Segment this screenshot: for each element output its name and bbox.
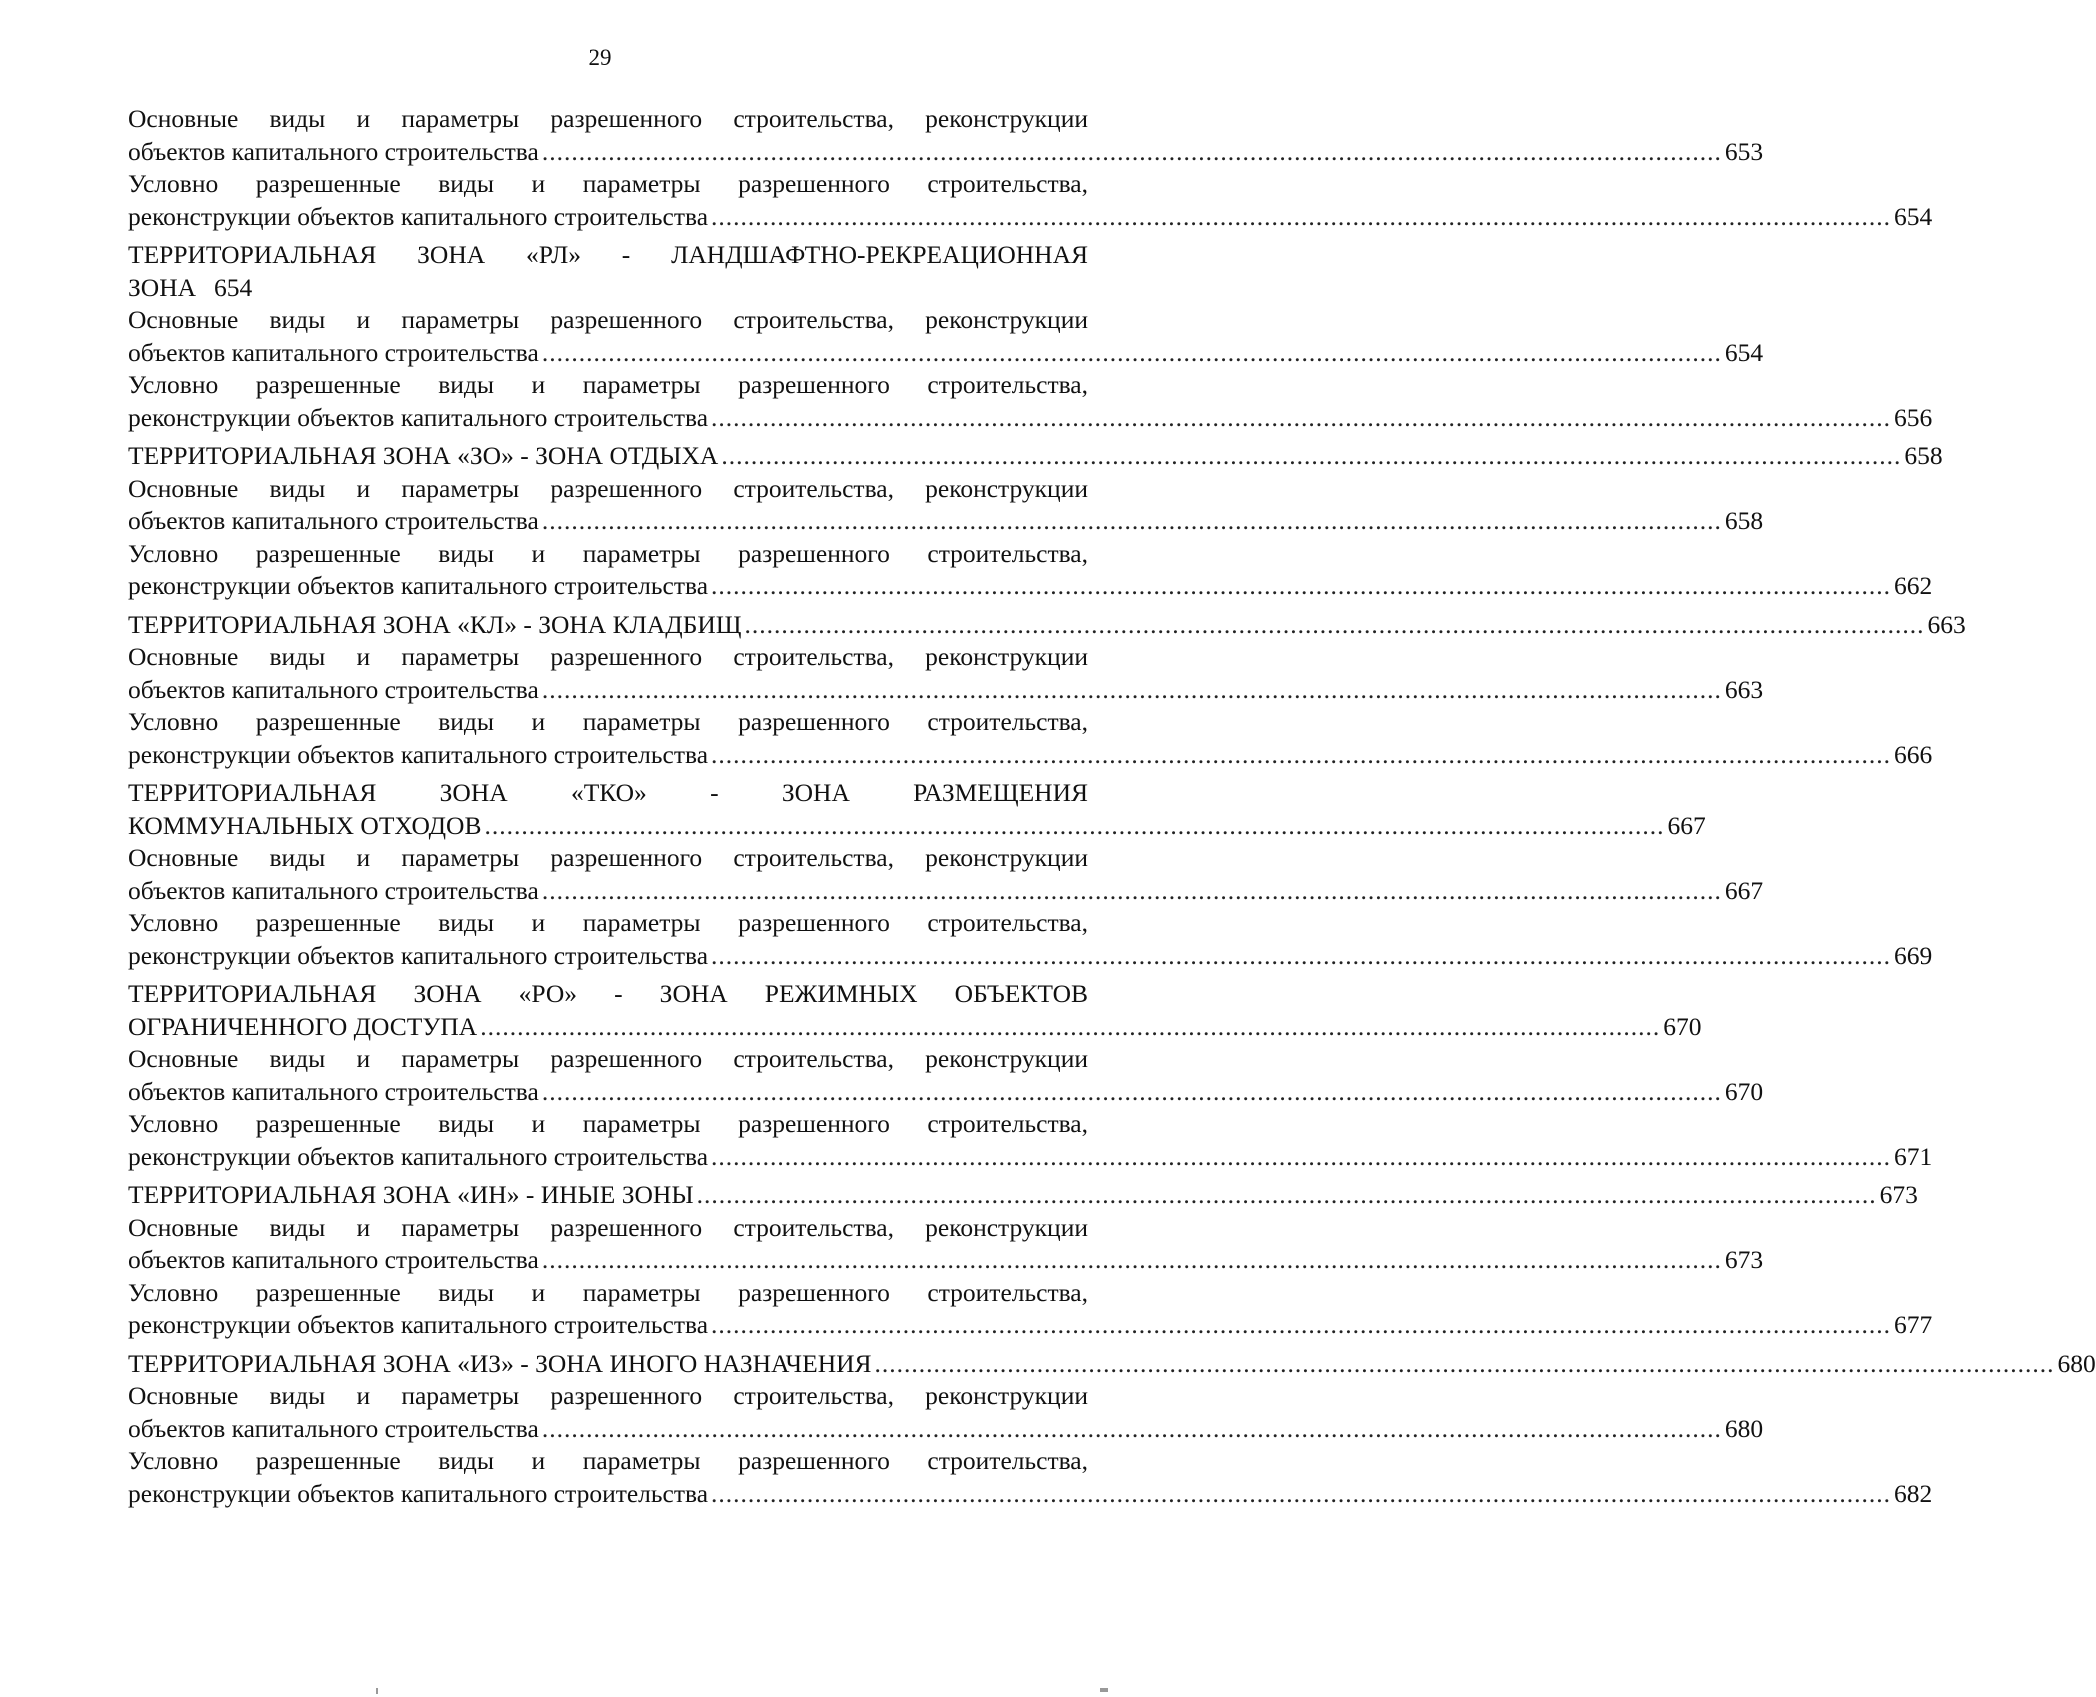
- dot-leader: ................................................................................................................................................................: [711, 1478, 1892, 1508]
- scan-speck: [376, 1688, 378, 1694]
- dot-leader: ................................................................................................................................................................: [744, 609, 1925, 639]
- toc-page-number: 653: [1724, 136, 1764, 166]
- toc-entry-link[interactable]: [128, 875, 1764, 908]
- toc-heading-text: ТЕРРИТОРИАЛЬНАЯ ЗОНА «ИЗ» - ЗОНА ИНОГО НАЗНАЧЕНИЯ: [128, 1348, 872, 1378]
- dot-leader: ................................................................................................................................................................: [541, 875, 1722, 905]
- toc-entry-text: реконструкции объектов капитального строительства: [128, 1478, 709, 1508]
- dot-leader: ................................................................................................................................................................: [721, 441, 1902, 470]
- toc-entry-text: объектов капитального строительства: [128, 875, 539, 905]
- toc-entry-link[interactable]: [128, 1413, 1764, 1446]
- toc-entry-text: Основные виды и параметры разрешенного строительства, реконструкции: [128, 843, 1088, 872]
- toc-entry-text: реконструкции объектов капитального строительства: [128, 402, 709, 432]
- toc-entry-text: Условно разрешенные виды и параметры разрешенного строительства,: [128, 707, 1088, 736]
- toc-heading[interactable]: ТЕРРИТОРИАЛЬНАЯ ЗОНА «ТКО» - ЗОНА РАЗМЕЩЕНИЯ: [128, 778, 1088, 807]
- toc-entry-text: Основные виды и параметры разрешенного строительства, реконструкции: [128, 1381, 1088, 1410]
- dot-leader: ................................................................................................................................................................: [541, 337, 1722, 367]
- dot-leader: ................................................................................................................................................................: [541, 1245, 1722, 1274]
- dot-leader: ................................................................................................................................................................: [711, 1141, 1892, 1171]
- toc-page-number: 669: [1894, 940, 1933, 970]
- toc-page-number: 656: [1894, 402, 1933, 432]
- toc-heading[interactable]: [128, 609, 1966, 642]
- toc-page-number: 666: [1894, 739, 1933, 769]
- toc-entry-text: объектов капитального строительства: [128, 1413, 539, 1443]
- toc-page-number: 670: [1724, 1076, 1764, 1106]
- scan-speck: [1100, 1688, 1108, 1692]
- toc-page-number: 663: [1724, 674, 1764, 704]
- toc-entry-link[interactable]: [128, 1076, 1764, 1109]
- toc-entry-link[interactable]: [128, 136, 1764, 169]
- dot-leader: ................................................................................................................................................................: [541, 1076, 1722, 1106]
- toc-entry-text: объектов капитального строительства: [128, 1245, 539, 1274]
- dot-leader: ................................................................................................................................................................: [484, 810, 1665, 840]
- toc-entry-link[interactable]: [128, 739, 1933, 772]
- toc-entry-text: реконструкции объектов капитального строительства: [128, 1310, 709, 1339]
- toc-entry-link[interactable]: [128, 505, 1764, 538]
- dot-leader: ................................................................................................................................................................: [541, 1413, 1722, 1443]
- toc-page-number: 670: [1663, 1011, 1702, 1041]
- toc-entry-text: Условно разрешенные виды и параметры разрешенного строительства,: [128, 538, 1088, 568]
- toc-entry-text: Основные виды и параметры разрешенного строительства, реконструкции: [128, 642, 1088, 671]
- toc-entry-text: Основные виды и параметры разрешенного строительства, реконструкции: [128, 305, 1088, 334]
- toc-entry-link[interactable]: [128, 402, 1933, 435]
- toc-section-zo: [128, 440, 1943, 603]
- toc-page-number: 662: [1894, 571, 1933, 600]
- table-of-contents: [128, 103, 2096, 1516]
- toc-entry-text: объектов капитального строительства: [128, 674, 539, 704]
- toc-entry-text: Условно разрешенные виды и параметры разрешенного строительства,: [128, 1277, 1088, 1307]
- toc-entry-text: Условно разрешенные виды и параметры разрешенного строительства,: [128, 1446, 1088, 1475]
- toc-entry-text: Основные виды и параметры разрешенного строительства, реконструкции: [128, 473, 1088, 503]
- toc-page-number: 682: [1894, 1478, 1933, 1508]
- toc-section-in: [128, 1179, 1933, 1342]
- toc-heading-continuation[interactable]: [128, 272, 1088, 305]
- dot-leader: ................................................................................................................................................................: [874, 1348, 2055, 1378]
- toc-page-number: 671: [1894, 1141, 1933, 1171]
- dot-leader: ................................................................................................................................................................: [711, 940, 1892, 970]
- toc-heading[interactable]: [128, 440, 1943, 473]
- toc-page-number: 658: [1724, 506, 1764, 535]
- toc-page-number: 677: [1894, 1310, 1933, 1339]
- toc-entry-link[interactable]: [128, 1141, 1933, 1174]
- toc-entry-text: объектов капитального строительства: [128, 1076, 539, 1106]
- page-number: 29: [588, 45, 612, 70]
- toc-entry-link[interactable]: [128, 201, 1933, 234]
- toc-entry-text: реконструкции объектов капитального строительства: [128, 739, 709, 769]
- toc-page-number: 667: [1667, 810, 1706, 840]
- dot-leader: ................................................................................................................................................................: [711, 1310, 1892, 1339]
- toc-entry-text: Условно разрешенные виды и параметры разрешенного строительства,: [128, 370, 1088, 399]
- toc-section-iz: [128, 1348, 2096, 1511]
- dot-leader: ................................................................................................................................................................: [711, 402, 1892, 432]
- toc-heading[interactable]: [128, 1179, 1918, 1212]
- dot-leader: ................................................................................................................................................................: [711, 739, 1892, 769]
- toc-heading-text: ЗОНА: [128, 272, 197, 302]
- toc-heading-text: КОММУНАЛЬНЫХ ОТХОДОВ: [128, 810, 482, 840]
- toc-page-number: 663: [1927, 609, 1966, 639]
- toc-entry-text: объектов капитального строительства: [128, 136, 539, 166]
- toc-heading[interactable]: ТЕРРИТОРИАЛЬНАЯ ЗОНА «РО» - ЗОНА РЕЖИМНЫХ ОБЪЕКТОВ: [128, 979, 1088, 1008]
- toc-heading-text: ОГРАНИЧЕННОГО ДОСТУПА: [128, 1011, 478, 1041]
- toc-page-number: 680: [1724, 1413, 1764, 1443]
- toc-entry-text: реконструкции объектов капитального строительства: [128, 1141, 709, 1171]
- toc-entry-text: реконструкции объектов капитального строительства: [128, 940, 709, 970]
- toc-page-number: 673: [1879, 1180, 1918, 1209]
- toc-page-number: 654: [1894, 201, 1933, 231]
- toc-section-kl: [128, 609, 1966, 772]
- toc-entry-link[interactable]: [128, 674, 1764, 707]
- toc-entry-text: Условно разрешенные виды и параметры разрешенного строительства,: [128, 1109, 1088, 1138]
- toc-page-number: 680: [2057, 1348, 2096, 1378]
- toc-entry-text: объектов капитального строительства: [128, 506, 539, 535]
- dot-leader: ................................................................................................................................................................: [696, 1180, 1877, 1209]
- toc-entry-link[interactable]: [128, 1309, 1933, 1342]
- toc-page-number: 658: [1904, 441, 1943, 470]
- toc-page-number: 654: [214, 272, 253, 302]
- toc-page-number: 654: [1724, 337, 1764, 367]
- dot-leader: ................................................................................................................................................................: [711, 201, 1892, 231]
- toc-entry-text: реконструкции объектов капитального строительства: [128, 571, 709, 600]
- toc-entry-text: Основные виды и параметры разрешенного строительства, реконструкции: [128, 1044, 1088, 1073]
- toc-entry-link[interactable]: [128, 337, 1764, 370]
- dot-leader: ................................................................................................................................................................: [480, 1011, 1661, 1041]
- toc-continuation: [128, 103, 1933, 233]
- toc-entry-link[interactable]: [128, 940, 1933, 973]
- dot-leader: ................................................................................................................................................................: [541, 506, 1722, 535]
- toc-section-ro: [128, 978, 1933, 1173]
- toc-heading-text: ТЕРРИТОРИАЛЬНАЯ ЗОНА «ЗО» - ЗОНА ОТДЫХА: [128, 441, 719, 470]
- toc-entry-link[interactable]: [128, 1478, 1933, 1511]
- toc-heading-text: ТЕРРИТОРИАЛЬНАЯ ЗОНА «КЛ» - ЗОНА КЛАДБИЩ: [128, 609, 742, 639]
- toc-page-number: 673: [1724, 1245, 1764, 1274]
- toc-heading-continuation[interactable]: [128, 1011, 1702, 1044]
- toc-heading-continuation[interactable]: [128, 810, 1706, 843]
- toc-entry-text: реконструкции объектов капитального строительства: [128, 201, 709, 231]
- toc-entry-text: Условно разрешенные виды и параметры разрешенного строительства,: [128, 169, 1088, 198]
- toc-entry-text: Основные виды и параметры разрешенного строительства, реконструкции: [128, 104, 1088, 133]
- toc-entry-text: Условно разрешенные виды и параметры разрешенного строительства,: [128, 908, 1088, 937]
- dot-leader: ................................................................................................................................................................: [541, 674, 1722, 704]
- toc-entry-text: объектов капитального строительства: [128, 337, 539, 367]
- toc-section-rl: [128, 239, 1933, 434]
- dot-leader: ................................................................................................................................................................: [541, 136, 1722, 166]
- toc-heading[interactable]: ТЕРРИТОРИАЛЬНАЯ ЗОНА «РЛ» - ЛАНДШАФТНО-РЕКРЕАЦИОННАЯ: [128, 240, 1088, 269]
- toc-heading[interactable]: [128, 1348, 2096, 1381]
- toc-entry-link[interactable]: [128, 570, 1933, 603]
- toc-section-tko: [128, 777, 1933, 972]
- toc-heading-text: ТЕРРИТОРИАЛЬНАЯ ЗОНА «ИН» - ИНЫЕ ЗОНЫ: [128, 1180, 694, 1209]
- toc-entry-link[interactable]: [128, 1244, 1764, 1277]
- toc-entry-text: Основные виды и параметры разрешенного строительства, реконструкции: [128, 1212, 1088, 1242]
- dot-leader: ................................................................................................................................................................: [711, 571, 1892, 600]
- toc-page-number: 667: [1724, 875, 1764, 905]
